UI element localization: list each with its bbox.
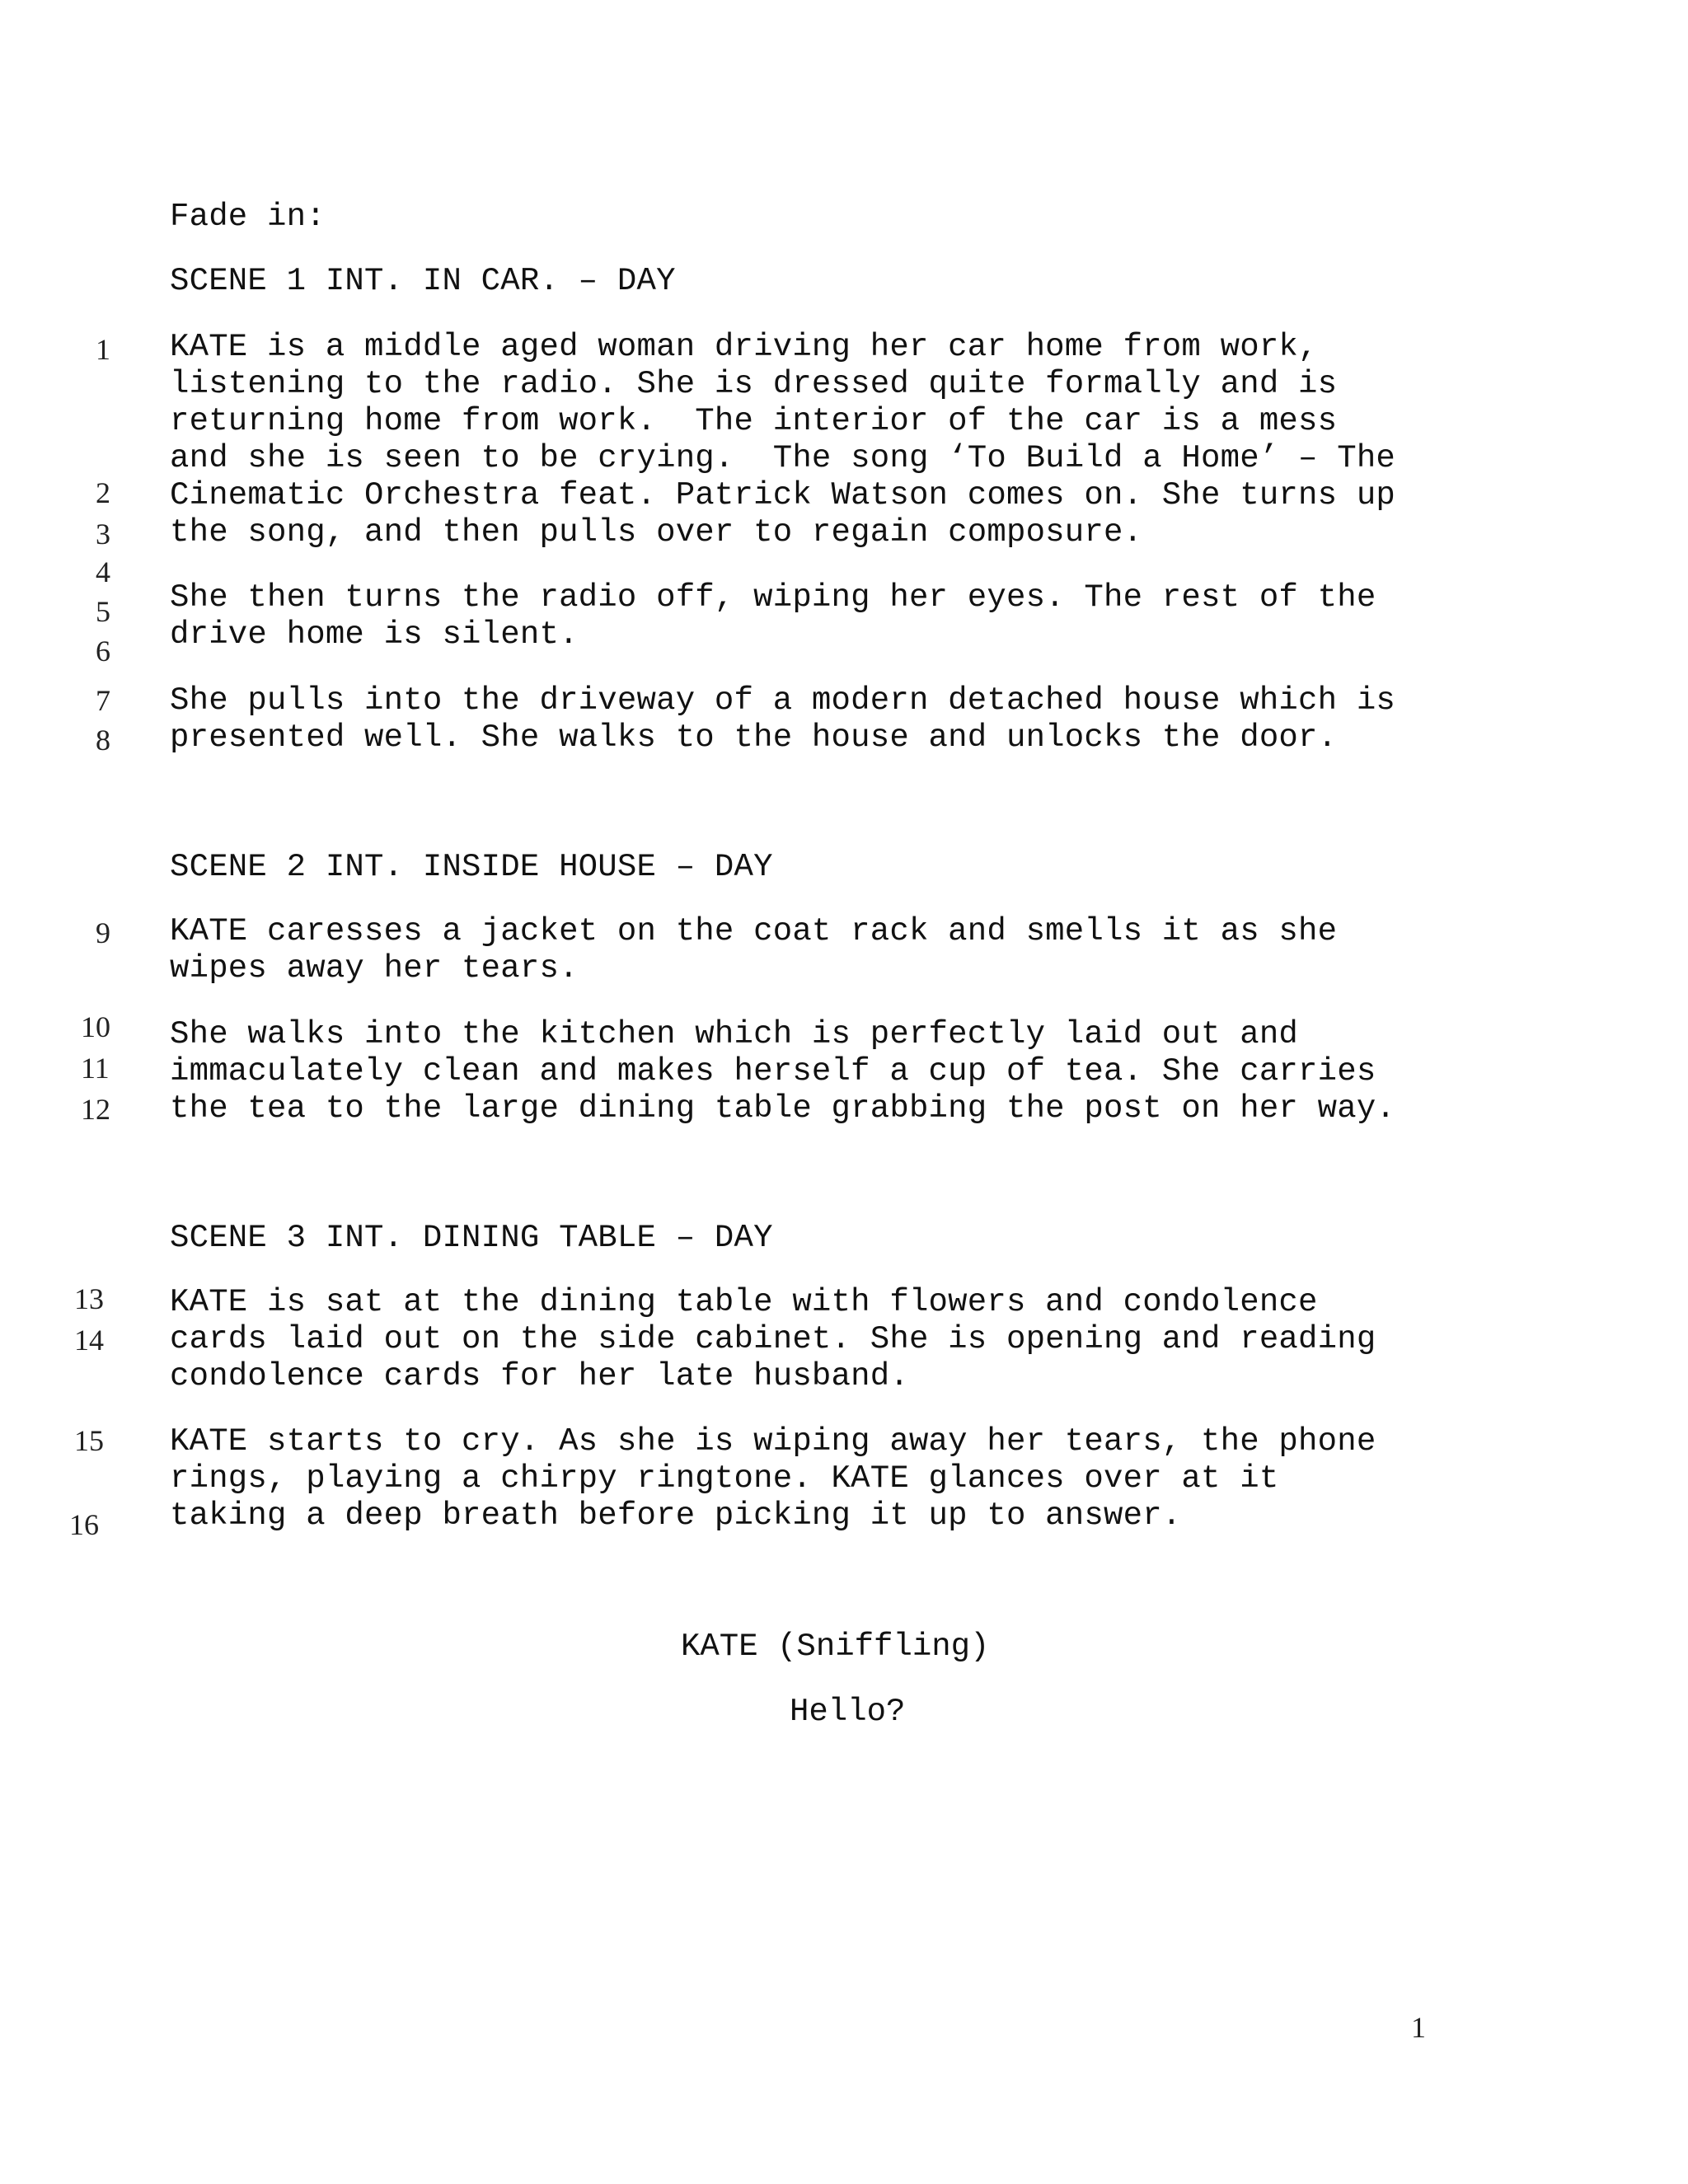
action-line: rings, playing a chirpy ringtone. KATE glances over at it [170, 1460, 1279, 1497]
action-line: the song, and then pulls over to regain composure. [170, 514, 1143, 551]
margin-number: 12 [81, 1093, 110, 1126]
action-line: and she is seen to be crying. The song ‘To Build a Home’ – The [170, 440, 1396, 476]
action-line: drive home is silent. [170, 616, 579, 653]
scene-heading-1: SCENE 1 INT. IN CAR. – DAY [170, 263, 676, 299]
margin-number: 4 [96, 555, 110, 588]
scene-heading-2: SCENE 2 INT. INSIDE HOUSE – DAY [170, 849, 773, 885]
action-line: taking a deep breath before picking it up to answer. [170, 1497, 1182, 1534]
margin-number: 1 [96, 333, 110, 366]
action-line: returning home from work. The interior of the car is a mess [170, 403, 1338, 439]
fade-in-transition: Fade in: [170, 199, 326, 235]
margin-number: 7 [96, 684, 110, 717]
dialogue-line: Hello? [790, 1694, 906, 1730]
margin-number: 16 [69, 1508, 99, 1541]
action-line: wipes away her tears. [170, 950, 579, 987]
action-line: presented well. She walks to the house and unlocks the door. [170, 719, 1338, 756]
margin-number: 15 [74, 1424, 104, 1457]
margin-number: 9 [96, 916, 110, 949]
action-line: listening to the radio. She is dressed quite formally and is [170, 366, 1338, 402]
action-line: KATE is a middle aged woman driving her car home from work, [170, 329, 1318, 365]
margin-number: 13 [74, 1282, 104, 1315]
scene-heading-3: SCENE 3 INT. DINING TABLE – DAY [170, 1220, 773, 1256]
action-line: KATE is sat at the dining table with flowers and condolence [170, 1284, 1318, 1320]
action-line: Cinematic Orchestra feat. Patrick Watson comes on. She turns up [170, 477, 1396, 513]
margin-number: 2 [96, 476, 110, 509]
margin-number: 6 [96, 635, 110, 668]
margin-number: 10 [81, 1010, 110, 1043]
character-cue: KATE (Sniffling) [681, 1629, 990, 1665]
margin-number: 8 [96, 724, 110, 757]
action-line: She walks into the kitchen which is perfectly laid out and [170, 1016, 1299, 1052]
margin-number: 11 [81, 1052, 110, 1085]
action-line: immaculately clean and makes herself a cup of tea. She carries [170, 1053, 1376, 1090]
margin-number: 3 [96, 518, 110, 551]
action-line: She pulls into the driveway of a modern detached house which is [170, 682, 1396, 719]
margin-number: 5 [96, 595, 110, 628]
page-number: 1 [1411, 2011, 1426, 2044]
action-line: KATE starts to cry. As she is wiping away her tears, the phone [170, 1423, 1376, 1460]
action-line: cards laid out on the side cabinet. She is opening and reading [170, 1321, 1376, 1357]
action-line: KATE caresses a jacket on the coat rack and smells it as she [170, 913, 1338, 949]
action-line: She then turns the radio off, wiping her eyes. The rest of the [170, 579, 1376, 616]
action-line: condolence cards for her late husband. [170, 1358, 909, 1394]
margin-number: 14 [74, 1324, 104, 1357]
action-line: the tea to the large dining table grabbing the post on her way. [170, 1090, 1396, 1127]
